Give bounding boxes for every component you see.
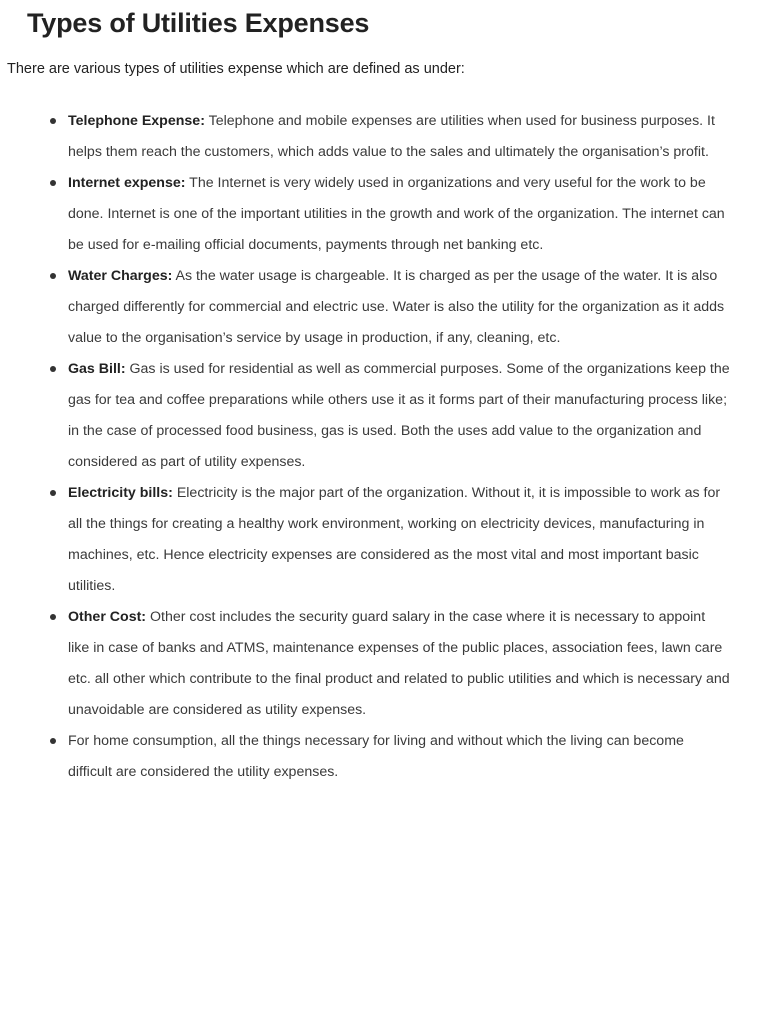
item-term: Telephone Expense:	[68, 113, 205, 129]
list-item	[68, 478, 730, 602]
bullet-icon	[50, 738, 56, 744]
item-term: Electricity bills:	[68, 485, 173, 501]
list-item	[68, 168, 730, 261]
bullet-icon	[50, 490, 56, 496]
item-text: As the water usage is chargeable. It is charged as per the usage of the water. It is also charged differently for commercial and electric use. Water is also the utility for the organization as it adds value to the organisation’s service by usage in production, if any, cleaning, etc.	[68, 268, 725, 346]
item-term: Other Cost:	[68, 609, 147, 625]
item-text: Other cost includes the security guard salary in the case where it is necessary to appoint like in case of banks and ATMS, maintenance expenses of the public places, association fees, lawn care etc. all other which contribute to the final product and related to public utilities and which is necessary and unavoidable are considered as utility expenses.	[68, 609, 730, 718]
intro-paragraph: There are various types of utilities expense which are defined as under:	[7, 61, 465, 77]
bullet-icon	[50, 366, 56, 372]
item-text: The Internet is very widely used in organizations and very useful for the work to be done. Internet is one of the important utilities in the growth and work of the organization. The internet can be used for e-mailing official documents, payments through net banking etc.	[68, 175, 725, 253]
list-item	[68, 354, 730, 478]
item-term: Water Charges:	[68, 268, 173, 284]
item-text: Electricity is the major part of the organization. Without it, it is impossible to work as for all the things for creating a healthy work environment, working on electricity devices, manufacturing in machines, etc. Hence electricity expenses are considered as the most vital and most important basic utilities.	[68, 485, 721, 594]
bullet-icon	[50, 614, 56, 620]
bullet-icon	[50, 273, 56, 279]
list-item	[68, 261, 730, 354]
bullet-icon	[50, 118, 56, 124]
utility-types-list	[68, 106, 730, 788]
item-term: Gas Bill:	[68, 361, 126, 377]
list-item	[68, 106, 730, 168]
item-term: Internet expense:	[68, 175, 186, 191]
list-item	[68, 602, 730, 726]
item-text: Gas is used for residential as well as commercial purposes. Some of the organizations keep the gas for tea and coffee preparations while others use it as it forms part of their manufacturing process like; in the case of processed food business, gas is used. Both the uses add value to the organization and considered as part of utility expenses.	[68, 361, 730, 470]
bullet-icon	[50, 180, 56, 186]
page-title: Types of Utilities Expenses	[27, 8, 370, 38]
list-item	[68, 726, 730, 788]
item-text: For home consumption, all the things necessary for living and without which the living can become difficult are considered the utility expenses.	[68, 733, 684, 780]
item-text: Telephone and mobile expenses are utilities when used for business purposes. It helps them reach the customers, which adds value to the sales and ultimately the organisation’s profit.	[68, 113, 715, 160]
